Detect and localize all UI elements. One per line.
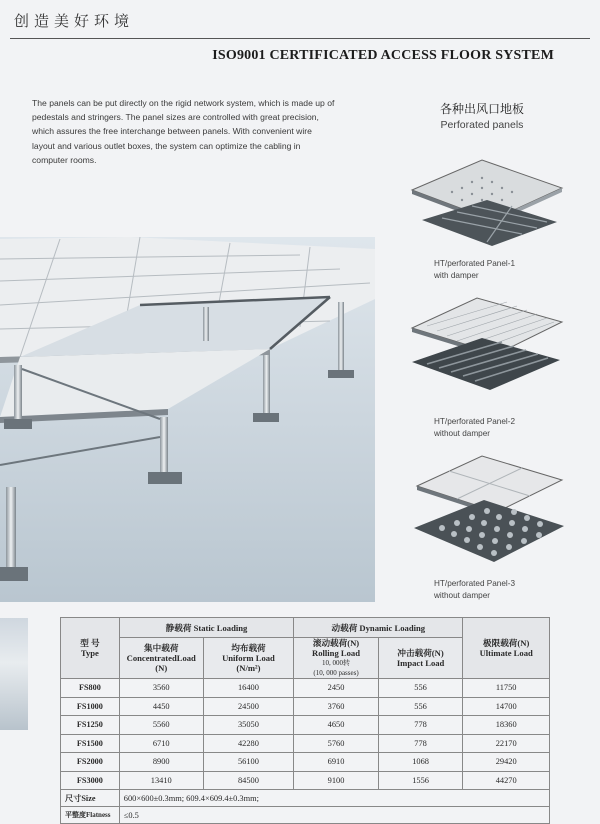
col-ultimate-load: 极限载荷(N) Ultimate Load	[463, 618, 550, 679]
panel-2-note: without damper	[434, 429, 490, 438]
perforated-panel-3-image	[402, 450, 572, 572]
panel-1-name: HT/perforated Panel-1	[434, 259, 516, 268]
perforated-panel-2-image	[402, 290, 572, 400]
col-impact-load: 冲击载荷(N) Impact Load	[378, 638, 463, 679]
col-dynamic-loading: 动载荷 Dynamic Loading	[294, 618, 463, 638]
perforated-panel-1-caption	[434, 258, 515, 282]
col-rolling-load: 滚动载荷(N) Rolling Load 10, 000转 (10, 000 passes)	[294, 638, 379, 679]
table-row: FS1500 6710 42280 5760 778 22170	[61, 734, 550, 753]
table-row: FS1000 4450 24500 3760 556 14700	[61, 697, 550, 716]
perforated-panels-heading	[398, 100, 566, 131]
flatness-value: ≤0.5	[119, 807, 549, 824]
flatness-row	[61, 807, 550, 824]
perforated-title-zh: 各种出风口地板	[439, 102, 524, 116]
table-row: FS2000 8900 56100 6910 1068 29420	[61, 753, 550, 772]
panel-3-name: HT/perforated Panel-3	[434, 579, 516, 588]
size-label: 尺寸Size	[61, 790, 120, 807]
size-row	[61, 790, 550, 807]
table-row: FS1250 5560 35050 4650 778 18360	[61, 716, 550, 735]
perforated-panel-1-image	[402, 150, 572, 250]
size-value: 600×600±0.3mm; 609.4×609.4±0.3mm;	[119, 790, 549, 807]
panel-2-name: HT/perforated Panel-2	[434, 417, 516, 426]
col-type: 型 号 Type	[61, 618, 120, 679]
page-title: ISO9001 CERTIFICATED ACCESS FLOOR SYSTEM	[212, 48, 554, 63]
spec-table	[60, 617, 550, 824]
panel-3-note: without damper	[434, 591, 490, 600]
header-divider	[10, 38, 590, 39]
flatness-label: 平整度Flatness	[61, 807, 120, 824]
perforated-panel-2-caption	[434, 416, 515, 440]
perforated-panel-3-caption	[434, 578, 515, 602]
col-concentrated-load: 集中载荷 ConcentratedLoad (N)	[119, 638, 203, 679]
panel-1-note: with damper	[434, 271, 479, 280]
room-photo-fragment	[0, 618, 28, 730]
perforated-title-en: Perforated panels	[440, 119, 524, 131]
table-row: FS3000 13410 84500 9100 1556 44270	[61, 771, 550, 790]
col-static-loading: 静载荷 Static Loading	[119, 618, 293, 638]
slogan: 创造美好环境	[14, 12, 135, 30]
col-uniform-load: 均布载荷 Uniform Load (N/m²)	[203, 638, 294, 679]
intro-paragraph: The panels can be put directly on the rigid network system, which is made up of pedestals and stringers. The panel sizes are controlled with great precision, which assures the free interchange between panels. With convenient wire layout and various outlet boxes, the system can optimize the cabling in computer rooms.	[32, 98, 335, 165]
table-row: FS800 3560 16400 2450 556 11750	[61, 679, 550, 698]
raised-floor-illustration	[0, 237, 375, 602]
